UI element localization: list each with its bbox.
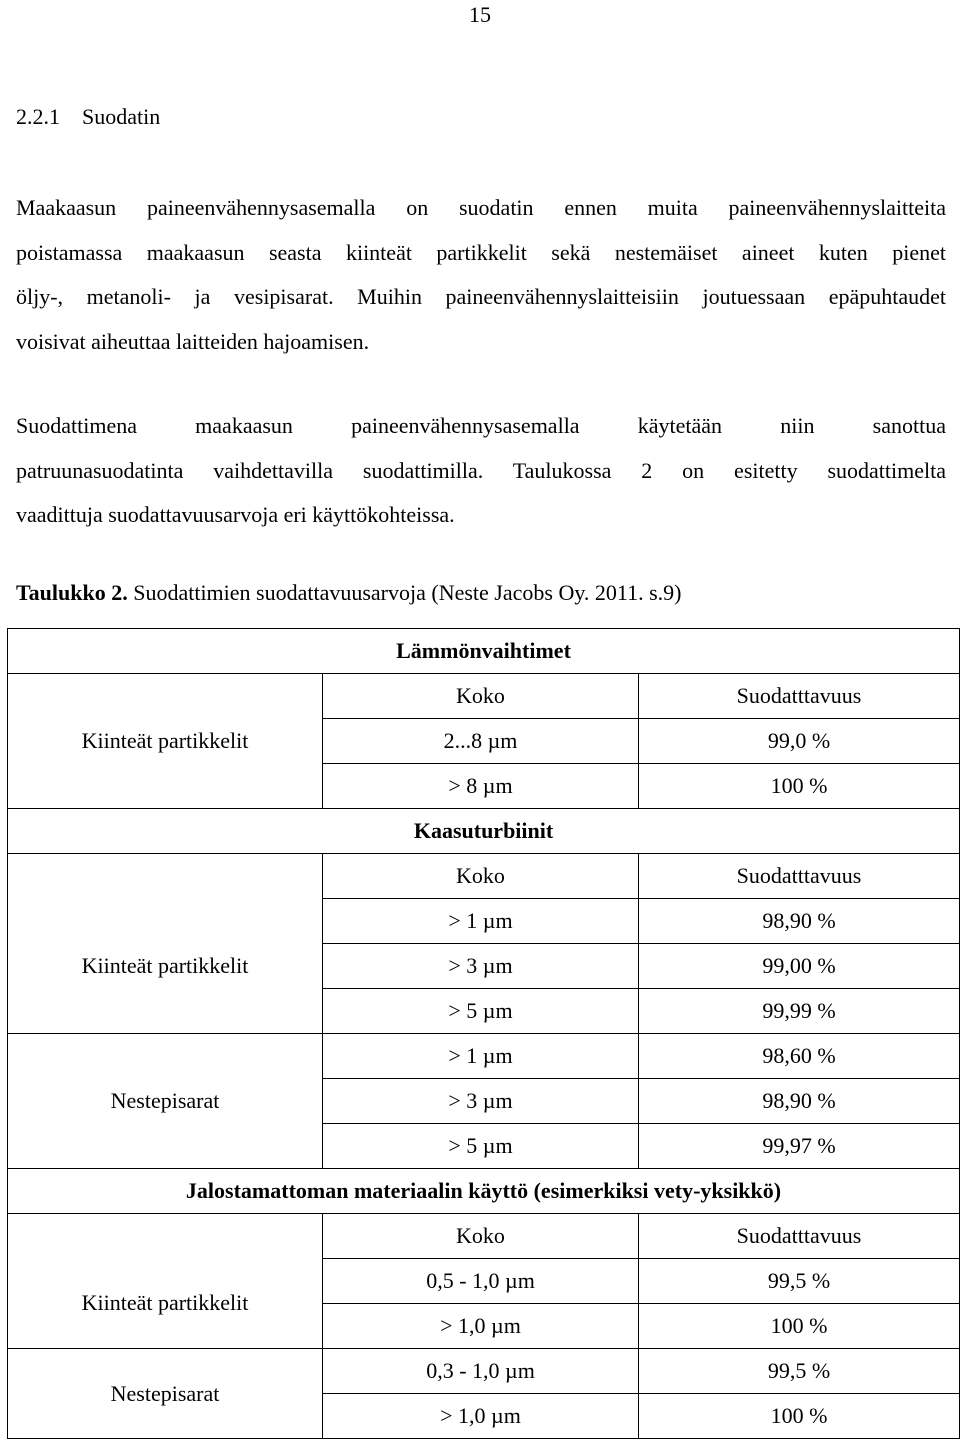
empty-cell <box>8 674 323 719</box>
size-cell: > 5 µm <box>323 989 639 1034</box>
table-row <box>8 899 960 944</box>
column-header-filtration: Suodatttavuus <box>639 1214 960 1259</box>
filtration-table <box>7 628 960 1439</box>
table-caption-label: Taulukko 2. <box>16 580 128 605</box>
size-cell: > 8 µm <box>323 764 639 809</box>
value-cell: 99,5 % <box>639 1349 960 1394</box>
table-row <box>8 1349 960 1394</box>
page-number: 15 <box>469 2 491 27</box>
group-label: Nestepisarat <box>8 1034 323 1169</box>
size-cell: 0,3 - 1,0 µm <box>323 1349 639 1394</box>
paragraph-1 <box>16 186 946 364</box>
size-cell: > 1,0 µm <box>323 1394 639 1439</box>
value-cell: 99,0 % <box>639 719 960 764</box>
size-cell: > 3 µm <box>323 944 639 989</box>
size-cell: 2...8 µm <box>323 719 639 764</box>
table-section-row <box>8 809 960 854</box>
size-cell: > 5 µm <box>323 1124 639 1169</box>
table-header-row <box>8 674 960 719</box>
paragraph-line: vaadittuja suodattavuusarvoja eri käyttökohteissa. <box>16 502 455 527</box>
section-heading <box>16 104 160 130</box>
column-header-size: Koko <box>323 854 639 899</box>
size-cell: 0,5 - 1,0 µm <box>323 1259 639 1304</box>
value-cell: 99,5 % <box>639 1259 960 1304</box>
paragraph-line: voisivat aiheuttaa laitteiden hajoamisen. <box>16 328 370 354</box>
column-header-filtration: Suodatttavuus <box>639 674 960 719</box>
value-cell: 98,90 % <box>639 899 960 944</box>
value-cell: 100 % <box>639 1304 960 1349</box>
value-cell: 98,60 % <box>639 1034 960 1079</box>
empty-cell <box>8 764 323 809</box>
paragraph-2 <box>16 404 946 538</box>
paragraph-line: poistamassa maakaasun seasta kiinteät partikkelit sekä nestemäiset aineet kuten pienet <box>16 239 946 265</box>
group-label: Kiinteät partikkelit <box>8 1259 323 1349</box>
section-number: 2.2.1 <box>16 104 60 129</box>
value-cell: 99,97 % <box>639 1124 960 1169</box>
empty-cell <box>8 854 323 899</box>
value-cell: 100 % <box>639 764 960 809</box>
size-cell: > 1 µm <box>323 899 639 944</box>
table-section-row <box>8 629 960 674</box>
size-cell: > 1,0 µm <box>323 1304 639 1349</box>
table-header-row <box>8 854 960 899</box>
group-label: Kiinteät partikkelit <box>8 899 323 1034</box>
section-title: Suodatin <box>82 104 161 129</box>
value-cell: 98,90 % <box>639 1079 960 1124</box>
value-cell: 99,00 % <box>639 944 960 989</box>
table-row <box>8 764 960 809</box>
table-row <box>8 1259 960 1304</box>
column-header-filtration: Suodatttavuus <box>639 854 960 899</box>
column-header-size: Koko <box>323 1214 639 1259</box>
group-label: Nestepisarat <box>8 1349 323 1439</box>
table-caption-text: Suodattimien suodattavuusarvoja (Neste Jacobs Oy. 2011. s.9) <box>127 580 682 605</box>
size-cell: > 1 µm <box>323 1034 639 1079</box>
paragraph-line: patruunasuodatinta vaihdettavilla suodattimilla. Taulukossa 2 on esitetty suodattimelta <box>16 457 946 483</box>
section-title-cell: Kaasuturbiinit <box>8 809 960 854</box>
section-title-cell: Lämmönvaihtimet <box>8 629 960 674</box>
table-caption <box>16 580 682 606</box>
paragraph-line: Maakaasun paineenvähennysasemalla on suodatin ennen muita paineenvähennyslaitteita <box>16 195 946 220</box>
column-header-size: Koko <box>323 674 639 719</box>
table-row <box>8 1034 960 1079</box>
table-section-row <box>8 1169 960 1214</box>
paragraph-line: öljy-, metanoli- ja vesipisarat. Muihin paineenvähennyslaitteisiin joutuessaan epäpuhtaudet <box>16 284 946 309</box>
group-label: Kiinteät partikkelit <box>8 719 323 764</box>
section-title-cell: Jalostamattoman materiaalin käyttö (esimerkiksi vety-yksikkö) <box>8 1169 960 1214</box>
value-cell: 100 % <box>639 1394 960 1439</box>
size-cell: > 3 µm <box>323 1079 639 1124</box>
paragraph-line: Suodattimena maakaasun paineenvähennysasemalla käytetään niin sanottua <box>16 413 946 438</box>
value-cell: 99,99 % <box>639 989 960 1034</box>
empty-cell <box>8 1214 323 1259</box>
table-header-row <box>8 1214 960 1259</box>
table-row <box>8 719 960 764</box>
